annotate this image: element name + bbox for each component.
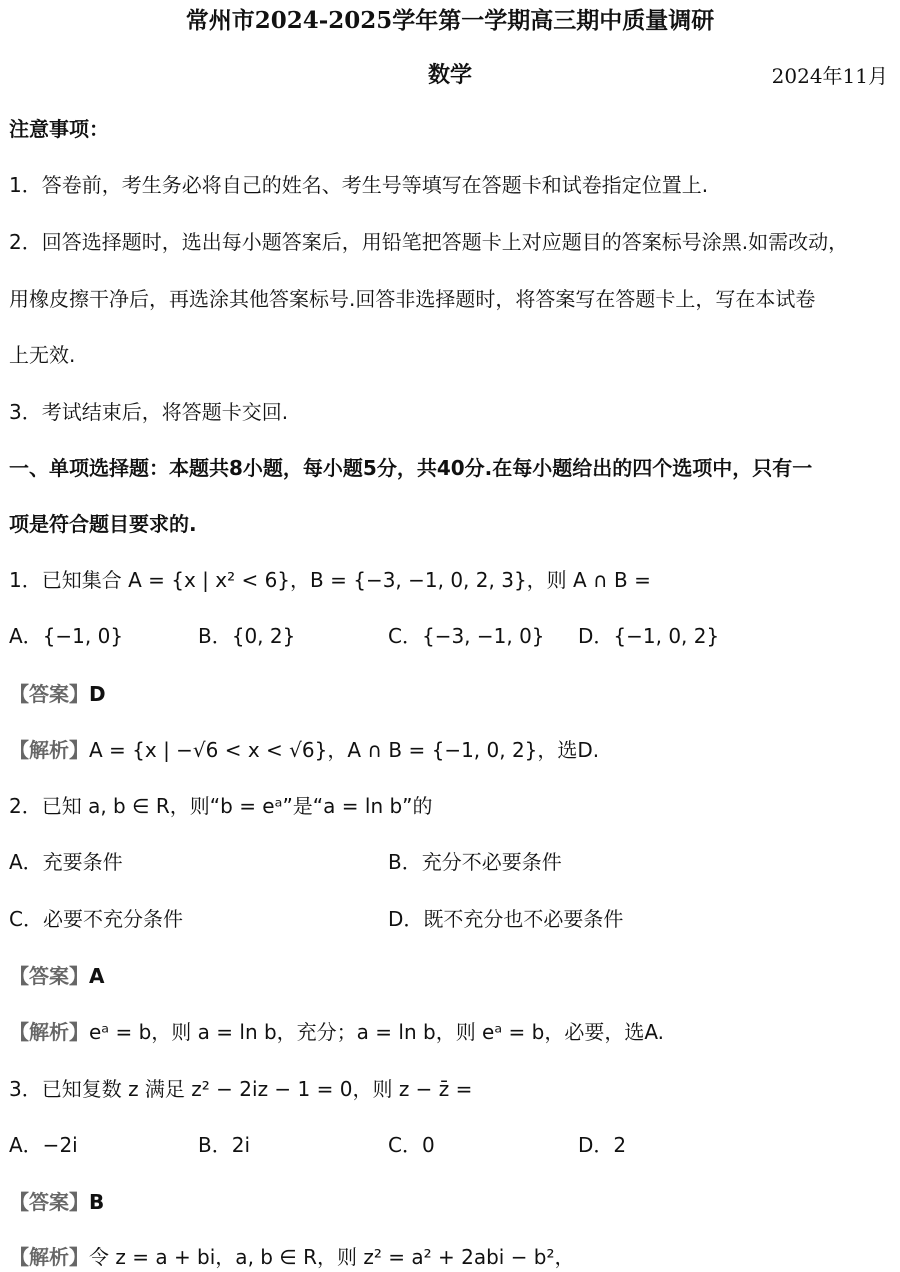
answer-label: 【答案】 — [9, 682, 89, 706]
analysis-label: 【解析】 — [9, 1020, 89, 1044]
q3-option-a: A．−2i — [9, 1133, 78, 1157]
q1-stem: 1．已知集合 A = {x | x² < 6}，B = {−3, −1, 0, 2, 3}，则 A ∩ B = — [9, 568, 651, 592]
subject-title: 数学 — [427, 63, 472, 88]
exam-title: 常州市2024-2025学年第一学期高三期中质量调研 — [185, 7, 715, 34]
q3-analysis — [9, 1243, 891, 1271]
answer-label: 【答案】 — [9, 964, 89, 988]
q1-option-b: B．{0, 2} — [198, 624, 296, 648]
q3-option-b: B．2i — [198, 1133, 251, 1157]
exam-date: 2024年11月 — [771, 64, 888, 88]
answer-label: 【答案】 — [9, 1190, 89, 1214]
answer-value: B — [89, 1190, 105, 1214]
q1-option-a: A．{−1, 0} — [9, 624, 124, 648]
q2-analysis — [9, 1018, 891, 1046]
q3-answer — [9, 1188, 891, 1216]
q3-option-c: C．0 — [388, 1133, 435, 1157]
q2-option-c: C．必要不充分条件 — [9, 907, 183, 931]
analysis-label: 【解析】 — [9, 738, 89, 762]
notice-item-2-line-2: 用橡皮擦干净后，再选涂其他答案标号.回答非选择题时，将答案写在答题卡上，写在本试卷 — [9, 287, 816, 311]
notice-item-2-line-3: 上无效. — [9, 343, 76, 367]
q2-option-b: B．充分不必要条件 — [388, 850, 562, 874]
notice-item-3: 3．考试结束后，将答题卡交回. — [9, 400, 289, 424]
answer-value: A — [89, 964, 105, 988]
analysis-label: 【解析】 — [9, 1245, 89, 1269]
section-heading-line-2: 项是符合题目要求的. — [9, 512, 197, 536]
notice-item-2-line-1: 2．回答选择题时，选出每小题答案后，用铅笔把答题卡上对应题目的答案标号涂黑.如需改动， — [9, 230, 849, 254]
section-heading-line-1: 一、单项选择题：本题共8小题，每小题5分，共40分.在每小题给出的四个选项中，只有一 — [9, 456, 813, 480]
analysis-text: A = {x | −√6 < x < √6}，A ∩ B = {−1, 0, 2}，选D. — [89, 738, 600, 762]
analysis-text: 令 z = a + bi，a, b ∈ R，则 z² = a² + 2abi − b²， — [89, 1245, 575, 1269]
q1-analysis — [9, 736, 891, 764]
q2-option-a: A．充要条件 — [9, 850, 123, 874]
q3-stem: 3．已知复数 z 满足 z² − 2iz − 1 = 0，则 z − z̄ = — [9, 1077, 473, 1101]
q1-answer — [9, 680, 891, 708]
notice-heading: 注意事项： — [9, 117, 109, 141]
q1-option-c: C．{−3, −1, 0} — [388, 624, 545, 648]
q2-option-d: D．既不充分也不必要条件 — [388, 907, 624, 931]
q1-option-d: D．{−1, 0, 2} — [578, 624, 720, 648]
notice-item-1: 1．答卷前，考生务必将自己的姓名、考生号等填写在答题卡和试卷指定位置上. — [9, 173, 709, 197]
answer-value: D — [89, 682, 106, 706]
q2-stem: 2．已知 a, b ∈ R，则“b = eᵃ”是“a = ln b”的 — [9, 794, 433, 818]
q3-option-d: D．2 — [578, 1133, 627, 1157]
q2-answer — [9, 962, 891, 990]
analysis-text: eᵃ = b，则 a = ln b，充分；a = ln b，则 eᵃ = b，必要，选A. — [89, 1020, 665, 1044]
